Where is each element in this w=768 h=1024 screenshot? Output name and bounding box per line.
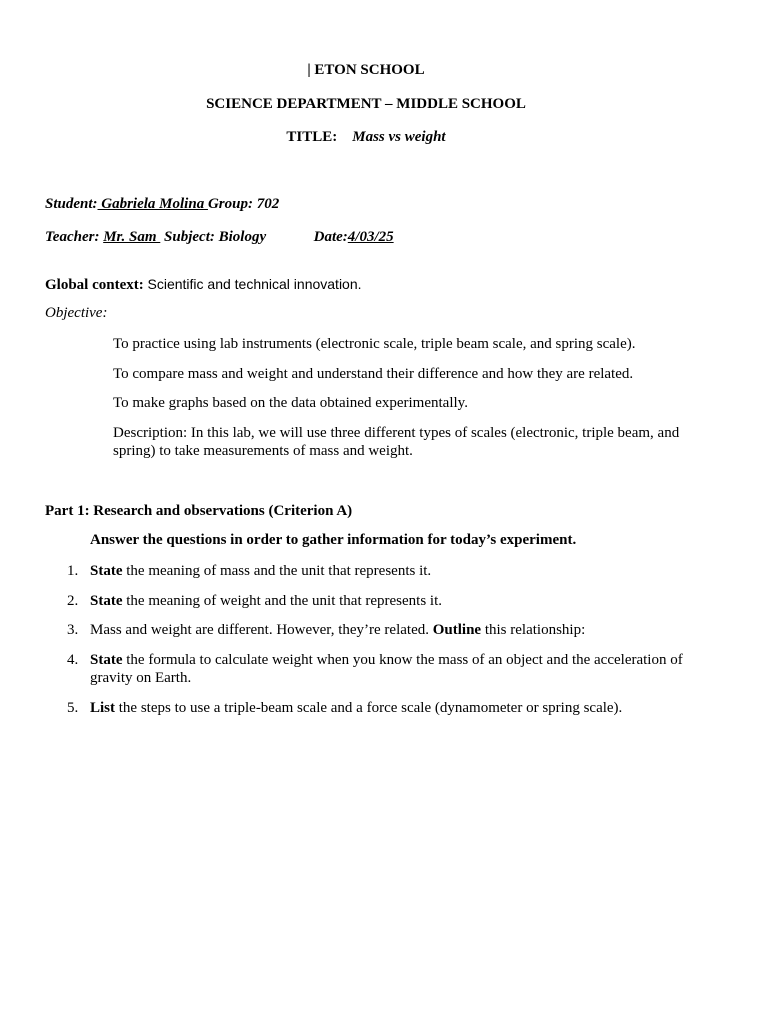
- date-value: 4/03/25: [347, 229, 394, 245]
- question-number: 4.: [67, 652, 79, 668]
- question-number: 5.: [67, 700, 79, 716]
- command-verb: Outline: [432, 622, 482, 638]
- title-line: [0, 129, 732, 146]
- objective-item: To make graphs based on the data obtained experimentally.: [113, 395, 468, 411]
- question-text: the meaning of weight and the unit that represents it.: [122, 593, 442, 609]
- command-verb: State: [90, 563, 123, 579]
- question-number: 1.: [67, 563, 79, 579]
- teacher-label: Teacher:: [45, 229, 100, 245]
- group-label: Group: 702: [207, 196, 280, 212]
- school-name: | ETON SCHOOL: [307, 62, 425, 78]
- part1-heading: Part 1: Research and observations (Criterion A): [45, 503, 353, 519]
- department-heading: SCIENCE DEPARTMENT – MIDDLE SCHOOL: [206, 96, 526, 112]
- teacher-name: Mr. Sam: [103, 229, 161, 245]
- teacher-line: [45, 229, 394, 246]
- global-context-line: [45, 276, 362, 294]
- command-verb: List: [90, 700, 116, 716]
- global-context-label: Global context:: [45, 277, 144, 293]
- global-context-value: Scientific and technical innovation.: [147, 276, 362, 292]
- student-line: [45, 196, 279, 213]
- question-number: 3.: [67, 622, 79, 638]
- student-name: Gabriela Molina: [97, 196, 208, 212]
- objective-item: To practice using lab instruments (electronic scale, triple beam scale, and spring scale).: [113, 336, 636, 352]
- title-value: Mass vs weight: [352, 129, 446, 145]
- question-text: the formula to calculate weight when you know the mass of an object and the acceleration of gravity on Earth.: [90, 652, 683, 686]
- date-label: Date:: [313, 229, 348, 245]
- question-text: the steps to use a triple-beam scale and a force scale (dynamometer or spring scale).: [115, 700, 623, 716]
- question-text: the meaning of mass and the unit that represents it.: [122, 563, 432, 579]
- student-label: Student:: [45, 196, 98, 212]
- title-label: TITLE:: [286, 129, 338, 145]
- command-verb: State: [90, 593, 123, 609]
- question-prefix: Mass and weight are different. However, they’re related.: [90, 622, 433, 638]
- question-text: this relationship:: [481, 622, 586, 638]
- subject-label: Subject: Biology: [164, 229, 267, 245]
- objective-label: Objective:: [45, 305, 108, 321]
- command-verb: State: [90, 652, 123, 668]
- part1-instruction: Answer the questions in order to gather information for today’s experiment.: [90, 532, 577, 548]
- objective-description: Description: In this lab, we will use three different types of scales (electronic, triple beam, and spring) to take measurements of mass and weight.: [113, 425, 680, 459]
- question-number: 2.: [67, 593, 79, 609]
- objective-item: To compare mass and weight and understand their difference and how they are related.: [113, 366, 634, 382]
